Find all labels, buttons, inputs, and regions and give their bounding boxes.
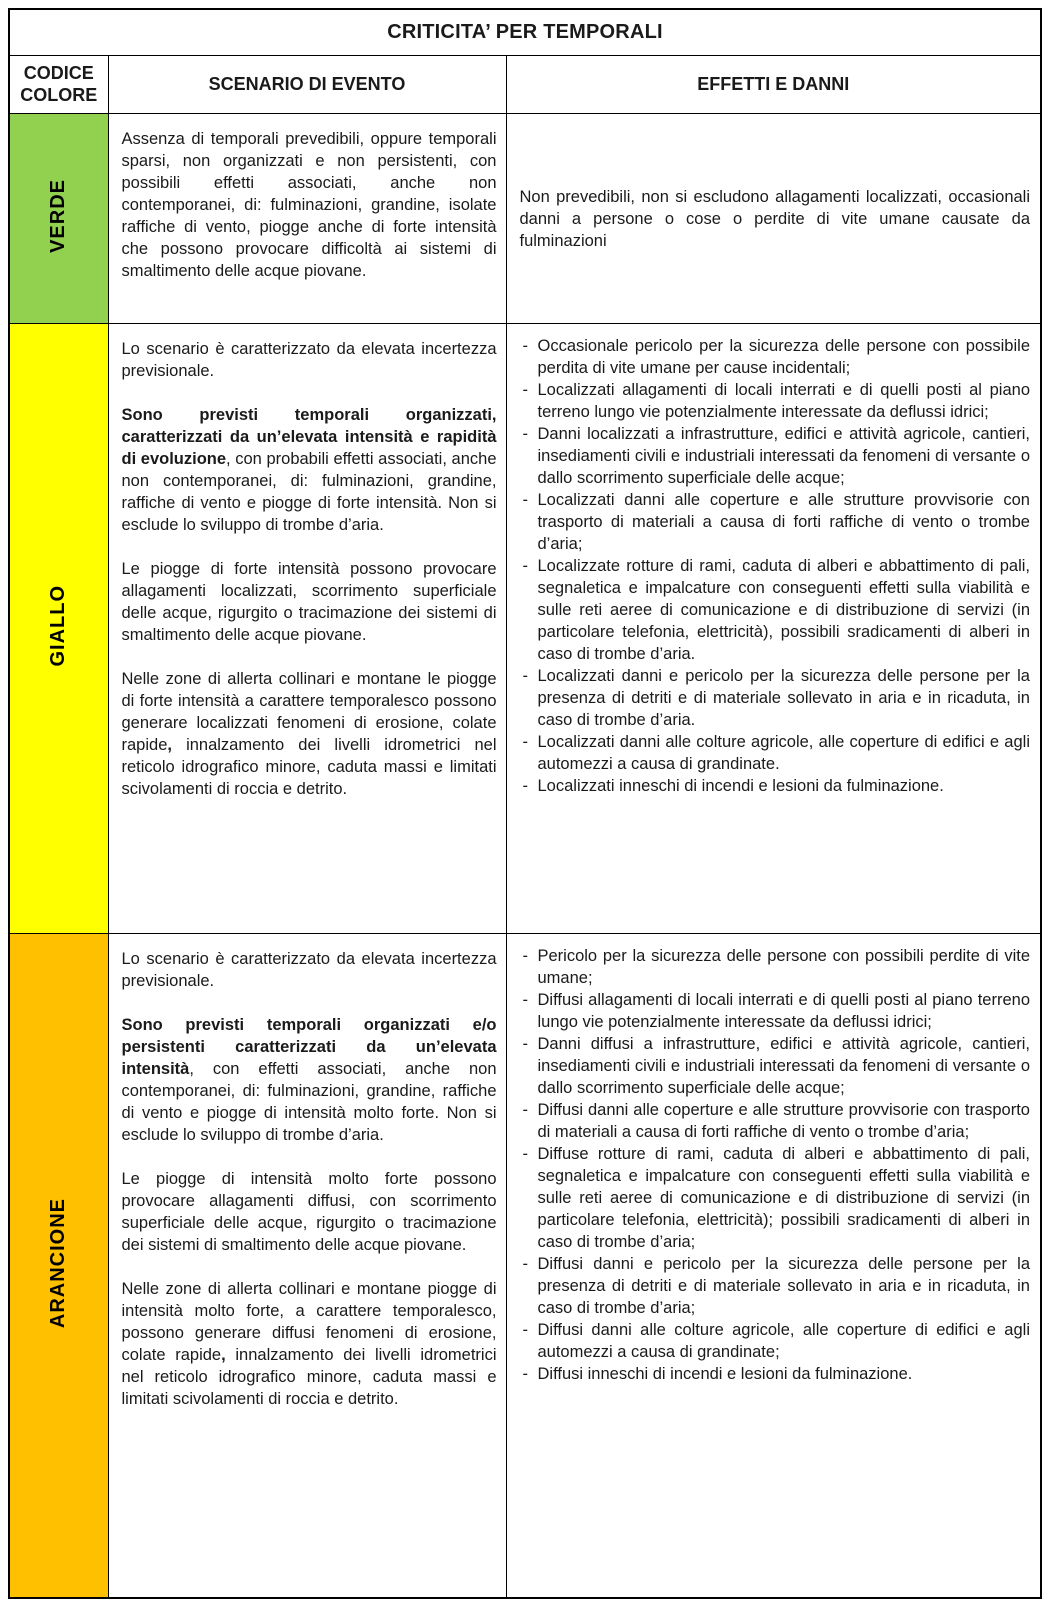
effects-cell-arancione <box>506 933 1041 1598</box>
scenario-paragraph: Lo scenario è caratterizzato da elevata incertezza previsionale. <box>121 339 497 380</box>
bullet-dash-marker: - <box>522 1144 528 1163</box>
criticita-temporali-table <box>8 8 1042 1599</box>
scenario-paragraph: Assenza di temporali prevedibili, oppure temporali sparsi, non organizzati e non persistenti, con possibili effetti associati, anche non contemporanei, di: fulminazioni, grandine, isolate raffiche di vento, piogge anche di forte intensità che possono provocare difficoltà ai sistemi di smaltimento delle acque piovane. <box>121 129 497 280</box>
alert-row-giallo <box>9 323 1041 933</box>
bullet-dash-marker: - <box>522 336 528 355</box>
scenario-paragraph: Nelle zone di allerta collinari e montane piogge di intensità molto forte, a carattere temporalesco, possono generare diffusi fenomeni di erosione, colate rapide, innalzamento dei livelli idrometrici nel reticolo idrografico minore, caduta massi e limitati scivolamenti di roccia e detrito. <box>121 1279 497 1408</box>
color-code-cell-arancione <box>9 933 108 1598</box>
scenario-paragraph: Le piogge di intensità molto forte possono provocare allagamenti diffusi, con scorrimento superficiale delle acque, rigurgito o tracimazione dei sistemi di smaltimento delle acque piovane. <box>121 1169 497 1254</box>
effects-bullet-item: - Diffusi danni alle coperture e alle strutture provvisorie con trasporto di materiali a causa di forti raffiche di vento o trombe d’aria; <box>522 1100 1030 1141</box>
effects-bullet-item: - Localizzate rotture di rami, caduta di alberi e abbattimento di pali, segnaletica e impalcature con conseguenti effetti sulla viabilità e sulle reti aeree di comunicazione e di distribuzione di servizi (in particolare telefonia, elettricità), possibili sradicamenti di alberi in caso di trombe d’aria. <box>522 556 1030 663</box>
bullet-dash-marker: - <box>522 946 528 965</box>
scenario-paragraph: Sono previsti temporali organizzati, caratterizzati da un’elevata intensità e rapidità di evoluzione, con probabili effetti associati, anche non contemporanei, di: fulminazioni, grandine, raffiche di vento e piogge di forte intensità. Non si esclude lo sviluppo di trombe d’aria. <box>121 405 497 534</box>
title-row <box>9 9 1041 55</box>
scenario-paragraph: Sono previsti temporali organizzati e/o persistenti caratterizzati da un’elevata intensità, con effetti associati, anche non contemporanei, di: fulminazioni, grandine, raffiche di vento e piogge di intensità molto forte. Non si esclude lo sviluppo di trombe d’aria. <box>121 1015 497 1144</box>
effects-bullet-item: - Danni diffusi a infrastrutture, edifici e attività agricole, cantieri, insediamenti civili e industriali interessati da fenomeni di versante o dallo scorrimento superficiale delle acque; <box>522 1034 1030 1097</box>
bullet-dash-marker: - <box>522 1254 528 1273</box>
header-row <box>9 55 1041 113</box>
column-header-scenario-di-evento: SCENARIO DI EVENTO <box>108 55 506 113</box>
bullet-dash-marker: - <box>522 556 528 575</box>
bullet-dash-marker: - <box>522 666 528 685</box>
color-code-cell-giallo <box>9 323 108 933</box>
bullet-dash-marker: - <box>522 1320 528 1339</box>
scenario-cell-giallo <box>108 323 506 933</box>
scenario-paragraph: Lo scenario è caratterizzato da elevata incertezza previsionale. <box>121 949 497 990</box>
scenario-paragraph: Nelle zone di allerta collinari e montane le piogge di forte intensità a carattere temporalesco possono generare localizzati fenomeni di erosione, colate rapide, innalzamento dei livelli idrometrici nel reticolo idrografico minore, caduta massi e limitati scivolamenti di roccia e detrito. <box>121 669 497 798</box>
effects-cell-giallo <box>506 323 1041 933</box>
color-code-label-giallo: GIALLO <box>47 584 70 667</box>
bullet-dash-marker: - <box>522 490 528 509</box>
color-code-label-arancione: ARANCIONE <box>47 1197 70 1328</box>
effects-bullet-item: - Diffusi allagamenti di locali interrati e di quelli posti al piano terreno lungo vie potenzialmente interessate da deflussi idrici; <box>522 990 1030 1031</box>
effects-bullet-item: - Localizzati inneschi di incendi e lesioni da fulminazione. <box>522 776 944 795</box>
color-code-cell-verde <box>9 113 108 323</box>
table-title: CRITICITA’ PER TEMPORALI <box>9 9 1041 55</box>
bullet-dash-marker: - <box>522 990 528 1009</box>
color-code-label-verde: VERDE <box>47 178 70 253</box>
alert-row-verde <box>9 113 1041 323</box>
effects-bullet-item: - Diffusi danni alle colture agricole, alle coperture di edifici e agli automezzi a causa di grandinate; <box>522 1320 1030 1361</box>
effects-bullet-item: - Diffuse rotture di rami, caduta di alberi e abbattimento di pali, segnaletica e impalcature con conseguenti effetti sulla viabilità e sulle reti aeree di comunicazione e di distribuzione di servizi (in particolare telefonia, elettricità); possibili sradicamenti di alberi in caso di trombe d’aria; <box>522 1144 1030 1251</box>
scenario-cell-arancione <box>108 933 506 1598</box>
effects-bullet-item: - Localizzati danni alle coperture e alle strutture provvisorie con trasporto di materiali a causa di forti raffiche di vento o trombe d’aria; <box>522 490 1030 553</box>
effects-cell-verde <box>506 113 1041 323</box>
bullet-dash-marker: - <box>522 732 528 751</box>
bullet-dash-marker: - <box>522 380 528 399</box>
effects-bullet-item: - Pericolo per la sicurezza delle persone con possibili perdite di vite umane; <box>522 946 1030 987</box>
column-header-effetti-e-danni: EFFETTI E DANNI <box>506 55 1041 113</box>
effects-paragraph: Non prevedibili, non si escludono allagamenti localizzati, occasionali danni a persone o cose o perdite di vite umane causate da fulminazioni <box>519 187 1030 250</box>
bullet-dash-marker: - <box>522 1364 528 1383</box>
scenario-cell-verde <box>108 113 506 323</box>
bullet-dash-marker: - <box>522 1100 528 1119</box>
effects-bullet-item: - Diffusi inneschi di incendi e lesioni da fulminazione. <box>522 1364 913 1383</box>
effects-bullet-item: - Occasionale pericolo per la sicurezza delle persone con possibile perdita di vite umane per cause incidentali; <box>522 336 1030 377</box>
bullet-dash-marker: - <box>522 1034 528 1053</box>
effects-bullet-item: - Localizzati allagamenti di locali interrati e di quelli posti al piano terreno lungo vie potenzialmente interessate da deflussi idrici; <box>522 380 1030 421</box>
effects-bullet-item: - Diffusi danni e pericolo per la sicurezza delle persone per la presenza di detriti e di materiale sollevato in aria e in ricaduta, in caso di trombe d’aria; <box>522 1254 1030 1317</box>
effects-bullet-item: - Localizzati danni alle colture agricole, alle coperture di edifici e agli automezzi a causa di grandinate. <box>522 732 1030 773</box>
column-header-codice-colore: CODICE COLORE <box>9 55 108 113</box>
effects-bullet-item: - Localizzati danni e pericolo per la sicurezza delle persone per la presenza di detriti e di materiale sollevato in aria e in ricaduta, in caso di trombe d’aria. <box>522 666 1030 729</box>
table-body <box>9 113 1041 1598</box>
scenario-paragraph: Le piogge di forte intensità possono provocare allagamenti localizzati, scorrimento superficiale delle acque, rigurgito o tracimazione dei sistemi di smaltimento delle acque piovane. <box>121 559 497 644</box>
effects-bullet-item: - Danni localizzati a infrastrutture, edifici e attività agricole, cantieri, insediamenti civili e industriali interessati da fenomeni di versante o dallo scorrimento superficiale delle acque; <box>522 424 1030 487</box>
alert-row-arancione <box>9 933 1041 1598</box>
bullet-dash-marker: - <box>522 776 528 795</box>
bullet-dash-marker: - <box>522 424 528 443</box>
